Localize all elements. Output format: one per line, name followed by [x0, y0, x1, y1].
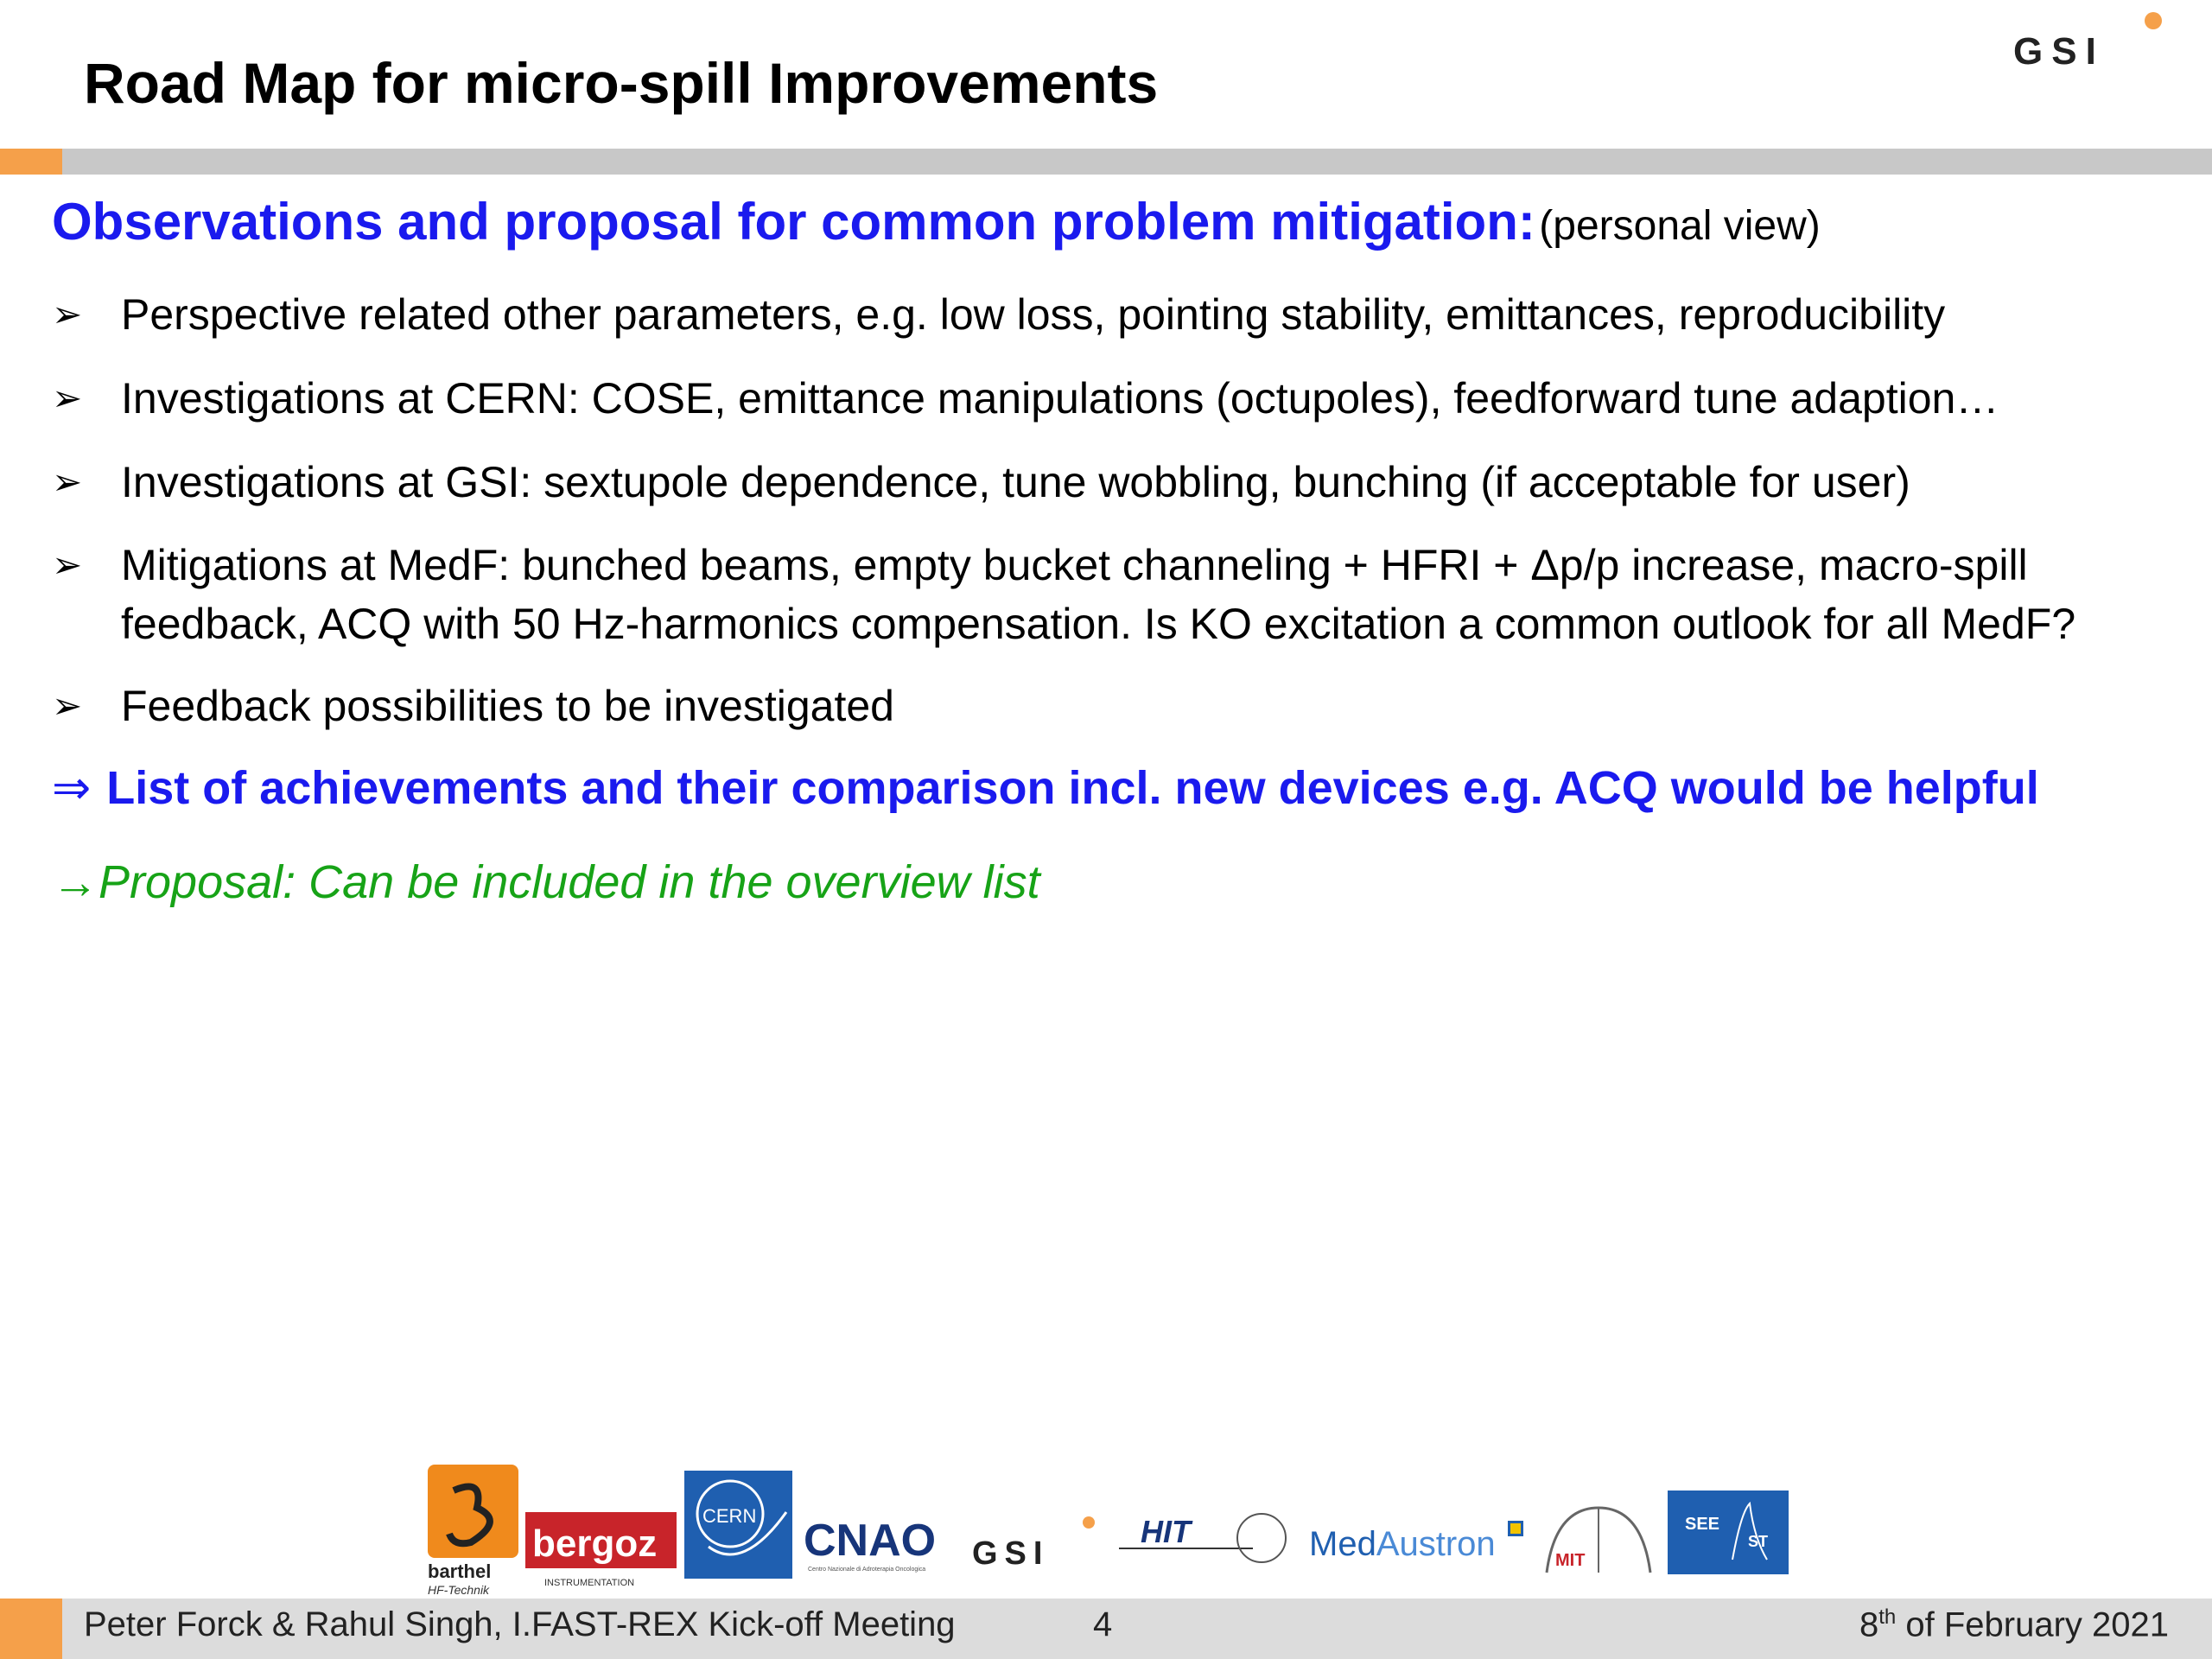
bullet-arrow-icon: ➢	[52, 461, 83, 502]
bullet-text: Investigations at GSI: sextupole dependence, tune wobbling, bunching (if acceptable for user)	[121, 458, 1910, 506]
svg-text:ST: ST	[1748, 1533, 1769, 1550]
footer-authors: Peter Forck & Rahul Singh, I.FAST-REX Kick-off Meeting	[84, 1605, 956, 1643]
bullet-item	[52, 285, 2160, 344]
gsi-small-logo	[972, 1516, 1095, 1572]
svg-text:INSTRUMENTATION: INSTRUMENTATION	[544, 1578, 635, 1588]
medaustron-logo	[1309, 1521, 1523, 1563]
proposal-line	[52, 855, 1040, 909]
hit-logo	[1119, 1514, 1286, 1562]
heading-main: Observations and proposal for common problem mitigation:	[52, 193, 1535, 251]
barthel-logo	[428, 1465, 518, 1597]
svg-text:barthel: barthel	[428, 1560, 492, 1582]
bullet-arrow-icon: ➢	[52, 378, 83, 418]
svg-text:Centro Nazionale di Adroterapi: Centro Nazionale di Adroterapia Oncologica	[808, 1567, 926, 1573]
heading-sub: (personal view)	[1539, 203, 1821, 249]
cern-logo	[684, 1471, 792, 1579]
bullet-text: Feedback possibilities to be investigated	[121, 682, 894, 730]
seeiist-logo	[1668, 1491, 1789, 1574]
svg-text:GSI: GSI	[2013, 30, 2105, 69]
bullet-item	[52, 369, 2160, 428]
implies-arrow-icon: ⇒	[52, 762, 92, 814]
cnao-logo	[804, 1516, 936, 1573]
mit-logo	[1547, 1508, 1650, 1573]
right-arrow-icon: →	[52, 856, 99, 908]
partner-logos	[423, 1460, 1797, 1599]
section-heading	[52, 192, 1821, 251]
svg-text:bergoz: bergoz	[532, 1522, 658, 1565]
svg-text:CNAO: CNAO	[804, 1516, 937, 1566]
svg-text:CERN: CERN	[702, 1505, 757, 1527]
conclusion-line	[52, 760, 2039, 815]
bullet-item	[52, 536, 2160, 653]
footer-accent	[0, 1599, 62, 1659]
bullet-arrow-icon: ➢	[52, 294, 83, 334]
header-accent	[0, 149, 62, 175]
svg-text:HIT: HIT	[1141, 1514, 1191, 1549]
bullet-item	[52, 453, 2160, 512]
bergoz-logo	[525, 1512, 677, 1588]
slide-title: Road Map for micro-spill Improvements	[84, 51, 1159, 115]
page-number: 4	[1093, 1605, 1113, 1643]
svg-text:MedAustron: MedAustron	[1309, 1525, 1496, 1563]
bullet-item	[52, 677, 2160, 735]
footer-date: 8th of February 2021	[1859, 1605, 2170, 1644]
svg-text:SEE: SEE	[1685, 1515, 1720, 1534]
bullet-text: Perspective related other parameters, e.g. low loss, pointing stability, emittances, reproducibility	[121, 290, 1946, 339]
conclusion-text: List of achievements and their comparison incl. new devices e.g. ACQ would be helpful	[106, 762, 2039, 814]
bullet-arrow-icon: ➢	[52, 544, 83, 585]
svg-text:HF-Technik: HF-Technik	[428, 1583, 490, 1597]
bullet-arrow-icon: ➢	[52, 685, 83, 726]
svg-text:GSI: GSI	[972, 1535, 1050, 1572]
svg-text:MIT: MIT	[1555, 1551, 1586, 1570]
proposal-text: Proposal: Can be included in the overview list	[99, 856, 1040, 908]
bullet-text: Mitigations at MedF: bunched beams, empty bucket channeling + HFRI + Δp/p increase, macro-spill feedback, ACQ with 50 Hz-harmonics compensation. Is KO excitation a common outlook for all MedF?	[121, 541, 2076, 648]
bullet-text: Investigations at CERN: COSE, emittance manipulations (octupoles), feedforward tune adaption…	[121, 374, 1999, 423]
gsi-logo	[2013, 9, 2177, 69]
header-divider	[0, 149, 2212, 175]
